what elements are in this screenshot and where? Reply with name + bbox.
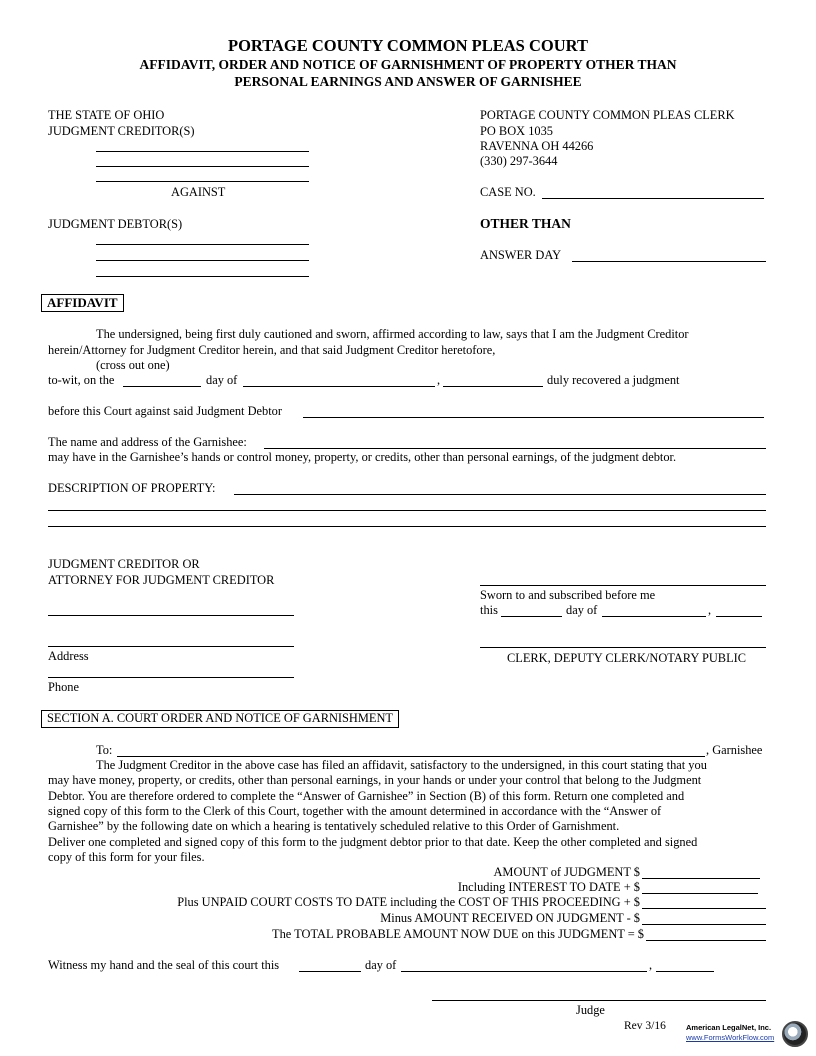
section-a-line-3: Debtor. You are therefore ordered to complete the “Answer of Garnishee” in Section (B) of this form. Return one completed and xyxy=(48,789,685,803)
clerk-phone: (330) 297-3644 xyxy=(480,154,558,168)
witness-comma: , xyxy=(649,958,653,972)
total-due-field[interactable] xyxy=(646,940,766,941)
duly-recovered-label: duly recovered a judgment xyxy=(547,373,680,387)
creditor-or-label: JUDGMENT CREDITOR OR xyxy=(48,557,200,571)
section-a-line-4: signed copy of this form to the Clerk of this Court, together with the amount determined in accordance with the “Answer of xyxy=(48,804,662,818)
phone-line[interactable] xyxy=(48,677,294,678)
minus-received-field[interactable] xyxy=(642,924,766,925)
state-of-ohio: THE STATE OF OHIO xyxy=(48,108,165,122)
clerk-po-box: PO BOX 1035 xyxy=(480,124,553,138)
publisher-logo-icon xyxy=(782,1021,808,1047)
sworn-label: Sworn to and subscribed before me xyxy=(480,588,656,602)
publisher-logo xyxy=(684,1020,812,1050)
witness-year-field[interactable] xyxy=(656,971,714,972)
witness-label: Witness my hand and the seal of this court this xyxy=(48,958,280,972)
court-title: PORTAGE COUNTY COMMON PLEAS COURT xyxy=(227,36,588,55)
description-label: DESCRIPTION OF PROPERTY: xyxy=(48,481,216,495)
clerk-city: RAVENNA OH 44266 xyxy=(480,139,594,153)
affidavit-heading: AFFIDAVIT xyxy=(41,294,124,312)
other-than-label: OTHER THAN xyxy=(480,216,571,231)
sworn-day-of-label: day of xyxy=(566,603,598,617)
judgment-year-field[interactable] xyxy=(443,386,543,387)
clerk-signature-label: CLERK, DEPUTY CLERK/NOTARY PUBLIC xyxy=(507,651,747,665)
including-interest-field[interactable] xyxy=(642,893,758,894)
judge-label: Judge xyxy=(576,1003,605,1017)
creditor-signature-line[interactable] xyxy=(48,615,294,616)
plus-costs-field[interactable] xyxy=(642,908,766,909)
answer-day-field[interactable] xyxy=(572,261,766,262)
comma: , xyxy=(437,373,441,387)
creditor-line-2[interactable] xyxy=(96,166,309,167)
debtor-line-2[interactable] xyxy=(96,260,309,261)
debtor-line-3[interactable] xyxy=(96,276,309,277)
form-title-line1: AFFIDAVIT, ORDER AND NOTICE OF GARNISHMENT OF PROPERTY OTHER THAN xyxy=(139,57,677,72)
amount-judgment-field[interactable] xyxy=(642,878,760,879)
section-a-line-7: copy of this form for your files. xyxy=(48,850,205,864)
garnishee-field[interactable] xyxy=(264,448,766,449)
section-a-line-5: Garnishee” by the following date on which a hearing is tentatively scheduled relative to this Order of Garnishment. xyxy=(48,819,620,833)
sworn-year-field[interactable] xyxy=(716,616,762,617)
description-line-2[interactable] xyxy=(48,510,766,511)
sworn-comma: , xyxy=(708,603,712,617)
witness-day-field[interactable] xyxy=(299,971,361,972)
towit-label: to-wit, on the xyxy=(48,373,115,387)
garnishee-suffix: , Garnishee xyxy=(706,743,763,757)
clerk-signature-line[interactable] xyxy=(480,647,766,648)
judge-signature-line[interactable] xyxy=(432,1000,766,1001)
attorney-for-label: ATTORNEY FOR JUDGMENT CREDITOR xyxy=(48,573,275,587)
witness-day-of-label: day of xyxy=(365,958,397,972)
sworn-month-field[interactable] xyxy=(602,616,706,617)
cross-out-note: (cross out one) xyxy=(96,358,170,372)
amount-judgment-label: AMOUNT of JUDGMENT $ xyxy=(493,865,640,879)
address-label: Address xyxy=(48,649,89,663)
section-a-line-1: The Judgment Creditor in the above case has filed an affidavit, satisfactory to the undersigned, in this court stating that you xyxy=(96,758,707,772)
case-no-field[interactable] xyxy=(542,198,764,199)
creditor-line-1[interactable] xyxy=(96,151,309,152)
judgment-debtor-field[interactable] xyxy=(303,417,764,418)
publisher-name: American LegalNet, Inc. xyxy=(686,1023,772,1032)
against-label: AGAINST xyxy=(171,185,226,199)
this-label: this xyxy=(480,603,498,617)
affidavit-para-line2: herein/Attorney for Judgment Creditor herein, and that said Judgment Creditor heretofore, xyxy=(48,343,496,357)
minus-received-label: Minus AMOUNT RECEIVED ON JUDGMENT - $ xyxy=(380,911,640,925)
publisher-website-link[interactable]: www.FormsWorkFlow.com xyxy=(686,1033,775,1042)
judgment-day-field[interactable] xyxy=(123,386,201,387)
answer-day-label: ANSWER DAY xyxy=(480,248,562,262)
revision-label: Rev 3/16 xyxy=(624,1020,666,1032)
to-garnishee-field[interactable] xyxy=(117,756,705,757)
description-line-3[interactable] xyxy=(48,526,766,527)
creditor-line-3[interactable] xyxy=(96,181,309,182)
to-label: To: xyxy=(96,743,113,757)
case-no-label: CASE NO. xyxy=(480,185,536,199)
section-a-heading: SECTION A. COURT ORDER AND NOTICE OF GARNISHMENT xyxy=(41,710,399,728)
section-a-line-2: may have money, property, or credits, other than personal earnings, in your hands or under your control that belong to the Judgment xyxy=(48,773,702,787)
garnishee-label: The name and address of the Garnishee: xyxy=(48,435,247,449)
judgment-month-field[interactable] xyxy=(243,386,435,387)
including-interest-label: Including INTEREST TO DATE + $ xyxy=(457,880,640,894)
plus-costs-label: Plus UNPAID COURT COSTS TO DATE including the COST OF THIS PROCEEDING + $ xyxy=(177,895,640,909)
form-title-line2: PERSONAL EARNINGS AND ANSWER OF GARNISHEE xyxy=(234,74,582,89)
sworn-day-field[interactable] xyxy=(501,616,562,617)
debtor-line-1[interactable] xyxy=(96,244,309,245)
affidavit-para-line1: The undersigned, being first duly cautioned and sworn, affirmed according to law, says that I am the Judgment Creditor xyxy=(96,327,689,341)
witness-month-field[interactable] xyxy=(401,971,647,972)
description-line-1[interactable] xyxy=(234,494,766,495)
clerk-name: PORTAGE COUNTY COMMON PLEAS CLERK xyxy=(480,108,735,122)
phone-label: Phone xyxy=(48,680,79,694)
before-court-label: before this Court against said Judgment Debtor xyxy=(48,404,283,418)
day-of-label: day of xyxy=(206,373,238,387)
judgment-creditor-label: JUDGMENT CREDITOR(S) xyxy=(48,124,195,138)
total-due-label: The TOTAL PROBABLE AMOUNT NOW DUE on this JUDGMENT = $ xyxy=(272,927,644,941)
address-line[interactable] xyxy=(48,646,294,647)
judgment-debtor-label: JUDGMENT DEBTOR(S) xyxy=(48,217,183,231)
notary-signature-line-top[interactable] xyxy=(480,585,766,586)
may-have-text: may have in the Garnishee’s hands or control money, property, or credits, other than personal earnings, of the judgment debtor. xyxy=(48,450,677,464)
section-a-line-6: Deliver one completed and signed copy of this form to the judgment debtor prior to that date. Keep the other completed and signed xyxy=(48,835,698,849)
